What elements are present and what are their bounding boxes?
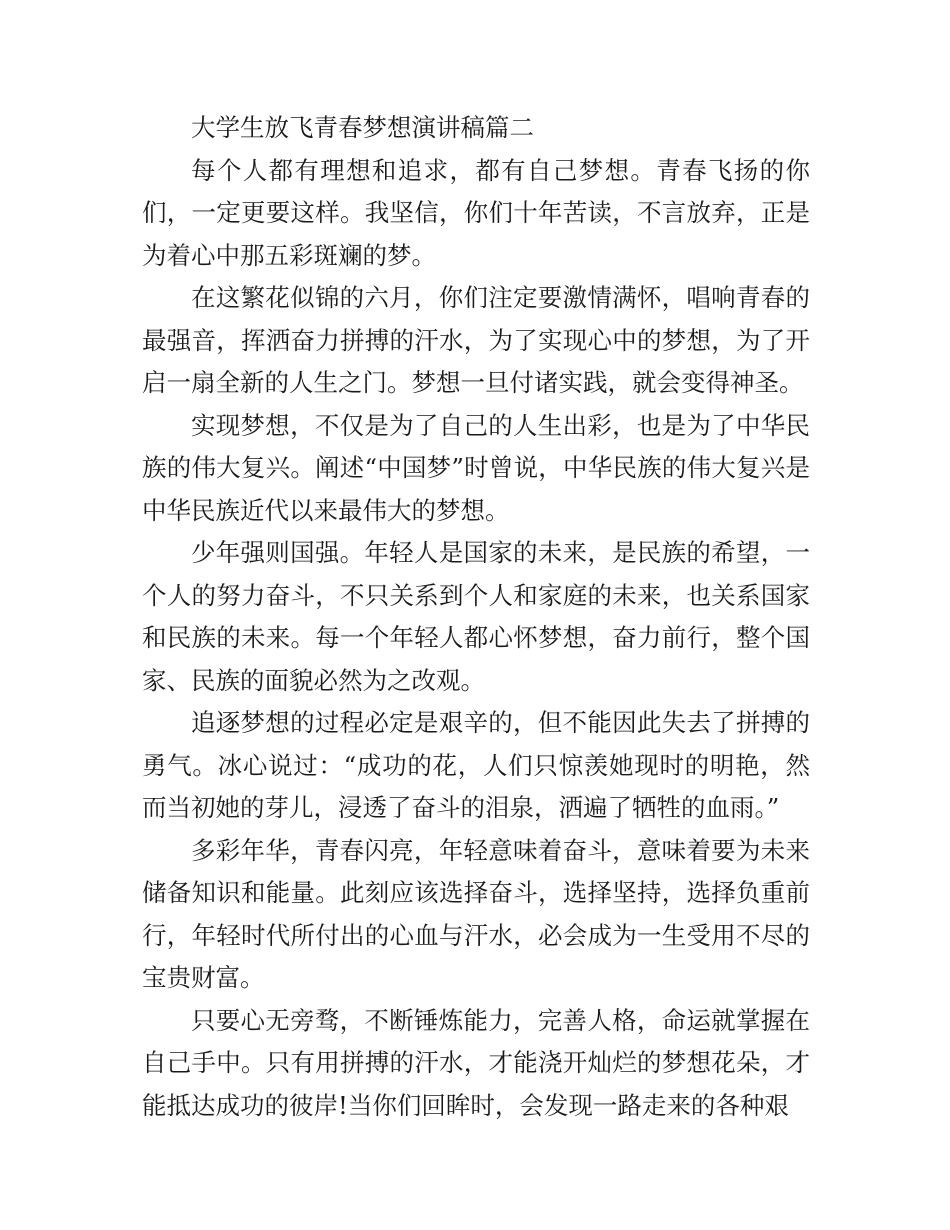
document-body: [142, 107, 810, 1127]
paragraph: 在这繁花似锦的六月，你们注定要激情满怀，唱响青春的最强音，挥洒奋力拼搏的汗水，为了实现心中的梦想，为了开启一扇全新的人生之门。梦想一旦付诸实践，就会变得神圣。: [142, 283, 810, 397]
paragraph: 每个人都有理想和追求，都有自己梦想。青春飞扬的你们，一定更要这样。我坚信，你们十年苦读，不言放弃，正是为着心中那五彩斑斓的梦。: [142, 155, 810, 270]
paragraph: 追逐梦想的过程必定是艰辛的，但不能因此失去了拼搏的勇气。冰心说过：“成功的花，人们只惊羡她现时的明艳，然而当初她的芽儿，浸透了奋斗的泪泉，洒遍了牺牲的血雨。”: [142, 708, 810, 822]
paragraph: 只要心无旁骛，不断锤炼能力，完善人格，命运就掌握在自己手中。只有用拼搏的汗水，才能浇开灿烂的梦想花朵，才能抵达成功的彼岸!当你们回眸时，会发现一路走来的各种艰: [142, 1005, 810, 1120]
paragraph: 多彩年华，青春闪亮，年轻意味着奋斗，意味着要为未来储备知识和能量。此刻应该选择奋斗，选择坚持，选择负重前行，年轻时代所付出的心血与汗水，必会成为一生受用不尽的宝贵财富。: [142, 835, 810, 992]
document-title: 大学生放飞青春梦想演讲稿篇二: [191, 113, 534, 142]
paragraph: 实现梦想，不仅是为了自己的人生出彩，也是为了中华民族的伟大复兴。阐述“中国梦”时曾说，中华民族的伟大复兴是中华民族近代以来最伟大的梦想。: [142, 410, 810, 525]
paragraph: 少年强则国强。年轻人是国家的未来，是民族的希望，一个人的努力奋斗，不只关系到个人和家庭的未来，也关系国家和民族的未来。每一个年轻人都心怀梦想，奋力前行，整个国家、民族的面貌必然为之改观。: [142, 538, 810, 695]
